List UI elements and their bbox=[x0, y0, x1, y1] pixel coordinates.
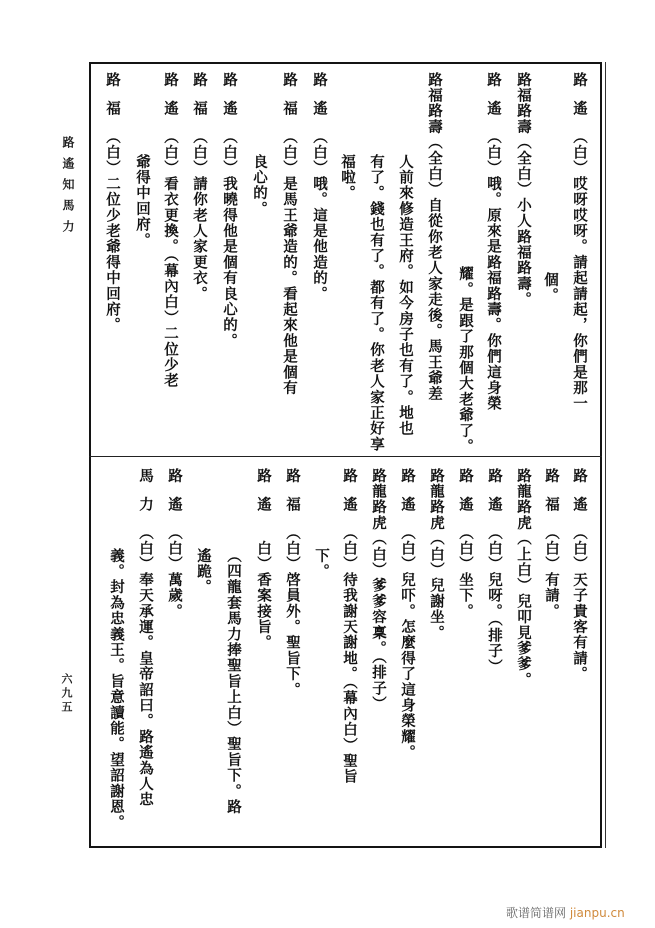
dialogue-text: （白）萬歲。 bbox=[166, 525, 183, 620]
dialogue-column bbox=[514, 468, 532, 688]
dialogue-column bbox=[425, 72, 443, 402]
dialogue-text: 白）香案接旨。 bbox=[255, 525, 272, 651]
watermark bbox=[506, 904, 625, 921]
speaker-name: 路遙 bbox=[486, 468, 503, 525]
dialogue-column bbox=[165, 468, 183, 619]
dialogue-column bbox=[254, 468, 272, 651]
dialogue-text: （白）請你老人家更衣。 bbox=[191, 129, 208, 302]
section-divider bbox=[89, 456, 602, 457]
dialogue-column bbox=[136, 468, 154, 808]
speaker-name: 路遙 bbox=[221, 72, 238, 129]
dialogue-text: 遙跪。 bbox=[195, 548, 212, 596]
speaker-name: 路龍路虎 bbox=[370, 468, 387, 531]
dialogue-column bbox=[312, 548, 330, 579]
watermark-text: 歌谱简谱网 bbox=[506, 906, 567, 920]
dialogue-column bbox=[396, 154, 414, 437]
dialogue-text: （白）是馬王爺造的。看起來他是個有 bbox=[281, 129, 298, 396]
dialogue-text: 下。 bbox=[313, 548, 330, 580]
dialogue-column bbox=[133, 154, 151, 248]
dialogue-column bbox=[542, 468, 560, 619]
dialogue-column bbox=[194, 548, 212, 595]
dialogue-column bbox=[280, 72, 298, 396]
dialogue-text: （白）兒謝坐。 bbox=[428, 530, 445, 641]
speaker-name: 路福路壽 bbox=[426, 72, 443, 135]
speaker-name: 路福 bbox=[281, 72, 298, 129]
speaker-name: 路遙 bbox=[162, 72, 179, 129]
dialogue-text: （白）看衣更換。（幕內白）二位少老 bbox=[162, 129, 179, 389]
dialogue-text: （上白）兒叩見爹爹。 bbox=[515, 530, 532, 688]
speaker-name: 路遙 bbox=[341, 468, 358, 525]
dialogue-text: （白）啓員外。聖旨下。 bbox=[284, 525, 301, 698]
dialogue-column bbox=[161, 72, 179, 389]
watermark-url: jianpu.cn bbox=[569, 906, 625, 920]
speaker-name: 路福 bbox=[284, 468, 301, 525]
dialogue-column bbox=[283, 468, 301, 698]
dialogue-column bbox=[367, 154, 385, 452]
speaker-name: 路龍路虎 bbox=[428, 468, 445, 531]
dialogue-text: （全白）小人路福路壽。 bbox=[515, 134, 532, 308]
dialogue-column bbox=[456, 266, 474, 454]
dialogue-text: （白）坐下。 bbox=[457, 525, 474, 620]
speaker-name: 路遙 bbox=[571, 72, 588, 129]
speaker-name: 路福 bbox=[191, 72, 208, 129]
speaker-name: 路福 bbox=[543, 468, 560, 525]
speaker-name: 路龍路虎 bbox=[515, 468, 532, 531]
dialogue-text: （白）哦。這是他造的。 bbox=[311, 129, 328, 302]
dialogue-text: （四龍套馬力捧聖旨上白）聖旨下。路 bbox=[225, 548, 242, 815]
dialogue-column bbox=[107, 548, 125, 831]
dialogue-text: 爺得中回府。 bbox=[134, 154, 151, 249]
dialogue-column bbox=[456, 468, 474, 619]
speaker-name: 路遙 bbox=[457, 468, 474, 525]
dialogue-text: （全白）自從你老人家走後。馬王爺差 bbox=[426, 134, 443, 402]
dialogue-column bbox=[570, 72, 588, 412]
dialogue-column bbox=[338, 154, 356, 201]
dialogue-text: 義。封為忠義王。旨意讀能。望詔謝恩。 bbox=[108, 548, 125, 831]
dialogue-column bbox=[570, 468, 588, 682]
side-title: 路遙知馬力 bbox=[61, 136, 75, 241]
dialogue-text: 良心的。 bbox=[251, 154, 268, 217]
speaker-name: 路遙 bbox=[311, 72, 328, 129]
dialogue-text: 福啦。 bbox=[339, 154, 356, 202]
dialogue-text: （白）我曉得他是個有良心的。 bbox=[221, 129, 238, 349]
dialogue-text: 個。 bbox=[542, 272, 559, 304]
speaker-name: 路福 bbox=[104, 72, 121, 129]
dialogue-column bbox=[485, 468, 503, 675]
dialogue-text: （白）兒吓。怎麼得了這身榮耀。 bbox=[399, 525, 416, 761]
dialogue-column bbox=[484, 72, 502, 412]
dialogue-text: （白）二位少老爺得中回府。 bbox=[104, 129, 121, 334]
dialogue-column bbox=[514, 72, 532, 308]
dialogue-text: （白）天子貴客有請。 bbox=[571, 525, 588, 682]
dialogue-text: 有了。錢也有了。都有了。你老人家正好享 bbox=[368, 154, 385, 453]
dialogue-column bbox=[224, 548, 242, 815]
dialogue-column bbox=[190, 72, 208, 302]
dialogue-column bbox=[310, 72, 328, 302]
page-number: 六九五 bbox=[60, 673, 73, 715]
dialogue-text: （白）待我謝天謝地。（幕內白）聖旨 bbox=[341, 525, 358, 785]
dialogue-text: （白）哦。原來是路福路壽。你們這身榮 bbox=[485, 129, 502, 412]
speaker-name: 路遙 bbox=[399, 468, 416, 525]
dialogue-column bbox=[340, 468, 358, 785]
speaker-name: 路遙 bbox=[571, 468, 588, 525]
speaker-name: 路福路壽 bbox=[515, 72, 532, 135]
dialogue-column bbox=[369, 468, 387, 712]
dialogue-text: （白）有請。 bbox=[543, 525, 560, 620]
dialogue-text: （白）哎呀哎呀。請起請起，你們是那一 bbox=[571, 129, 588, 412]
dialogue-column bbox=[398, 468, 416, 761]
speaker-name: 馬力 bbox=[137, 468, 154, 525]
speaker-name: 路遙 bbox=[255, 468, 272, 525]
dialogue-column bbox=[427, 468, 445, 641]
dialogue-text: 耀。是跟了那個大老爺了。 bbox=[457, 266, 474, 455]
dialogue-column bbox=[220, 72, 238, 349]
speaker-name: 路遙 bbox=[485, 72, 502, 129]
dialogue-column bbox=[541, 272, 559, 303]
dialogue-column bbox=[250, 154, 268, 217]
dialogue-text: （白）兒呀。（排子） bbox=[486, 525, 503, 675]
dialogue-text: （白）奉天承運。皇帝詔曰。路遙為人忠 bbox=[137, 525, 154, 808]
dialogue-column bbox=[103, 72, 121, 333]
speaker-name: 路遙 bbox=[166, 468, 183, 525]
dialogue-text: 人前來修造王府。如今房子也有了。地也 bbox=[397, 154, 414, 437]
dialogue-text: （白）爹爹容稟。（排子） bbox=[370, 530, 387, 712]
